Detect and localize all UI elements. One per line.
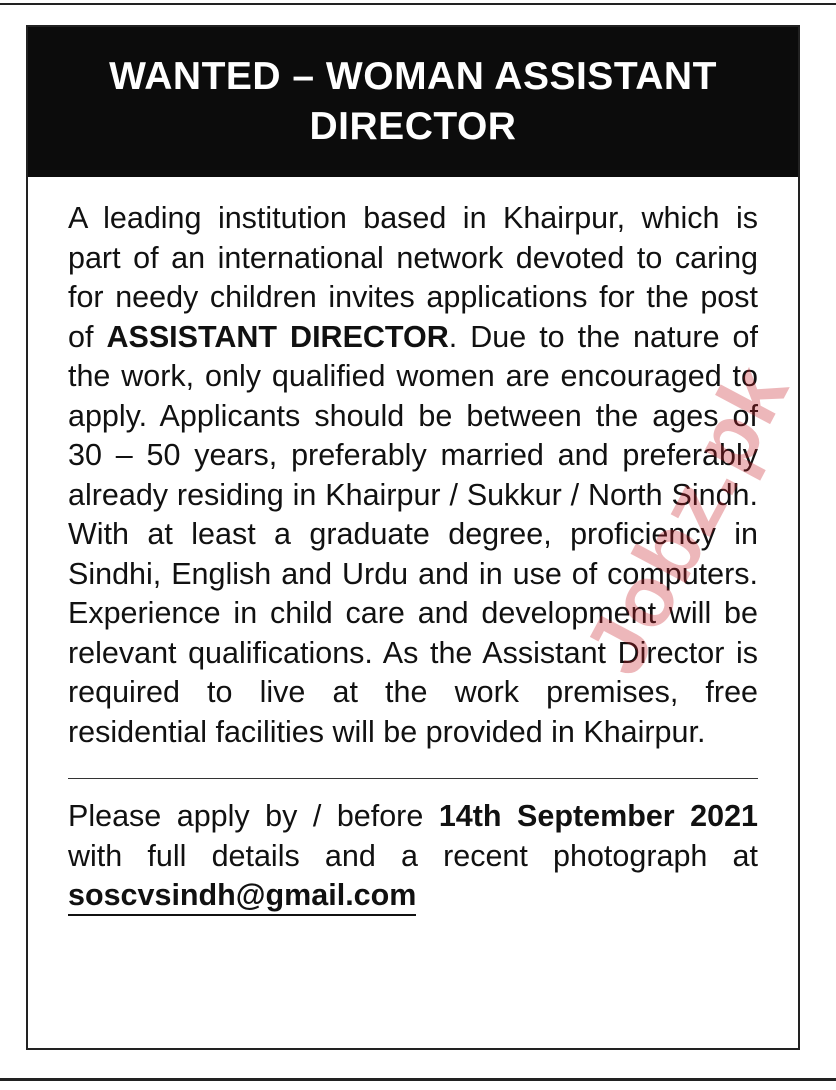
- apply-prefix: Please apply by / before: [68, 799, 439, 833]
- apply-instructions: [68, 797, 758, 916]
- contact-email-link[interactable]: soscvsindh@gmail.com: [68, 878, 416, 916]
- ad-header: [28, 27, 798, 177]
- apply-middle: with full details and a recent photograph at: [68, 838, 758, 873]
- description-paragraph: [68, 199, 758, 752]
- job-advertisement: [26, 25, 800, 1050]
- bottom-rule: [0, 1078, 836, 1081]
- top-rule: [0, 3, 836, 5]
- application-deadline: 14th September 2021: [438, 799, 758, 833]
- watermark: Jobz.pk: [565, 349, 808, 690]
- post-title: ASSISTANT DIRECTOR: [106, 319, 449, 354]
- section-divider: [68, 778, 758, 779]
- description-text-part1: A leading institution based in Khairpur, which is part of an international network devoted to caring for needy children invites applications for the post of: [68, 201, 758, 354]
- ad-title: WANTED – WOMAN ASSISTANT DIRECTOR: [109, 55, 717, 148]
- ad-body: [28, 199, 798, 916]
- description-text-part2: . Due to the nature of the work, only qualified women are encouraged to apply. Applicants should be between the ages of 30 – 50 years, preferably married and preferably already residing in Khairpur / Sukkur / North Sindh. With at least a graduate degree, proficiency in Sindhi, English and Urdu and in use of computers. Experience in child care and development will be relevant qualifications. As the Assistant Director is required to live at the work premises, free residential facilities will be provided in Khairpur.: [68, 319, 758, 749]
